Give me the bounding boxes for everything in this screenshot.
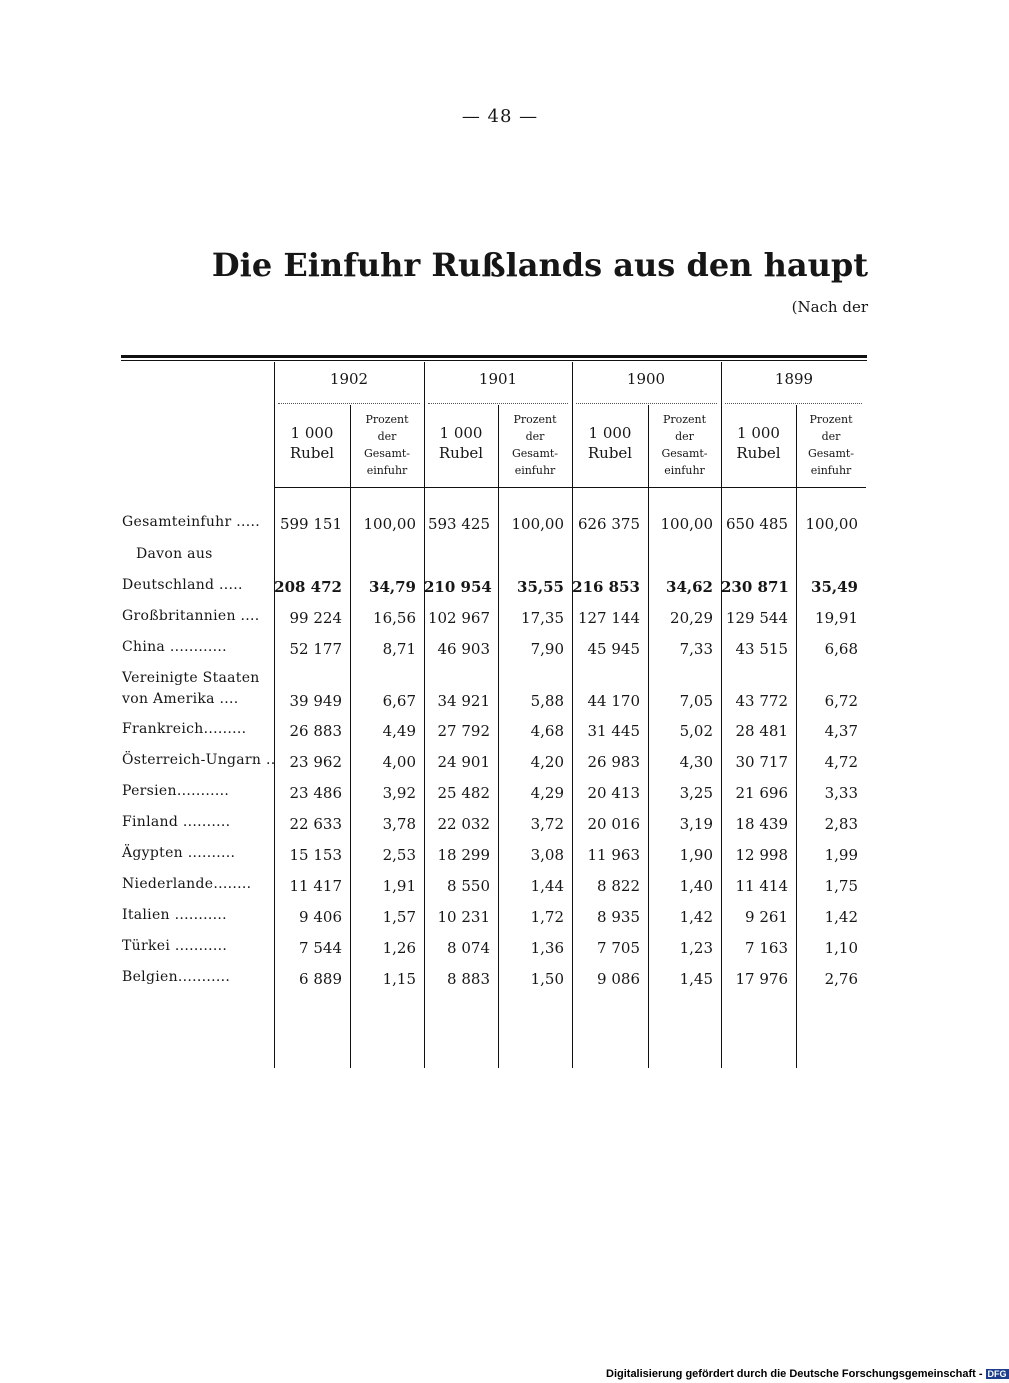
value-cell: 626 375 bbox=[577, 515, 640, 533]
percent-cell: 7,90 bbox=[530, 640, 564, 658]
value-cell: 39 949 bbox=[289, 692, 342, 710]
value-cell: 8 822 bbox=[597, 877, 640, 895]
value-cell: 9 086 bbox=[597, 970, 640, 988]
row-label: Italien ........... bbox=[122, 907, 227, 923]
percent-cell: 6,67 bbox=[382, 692, 416, 710]
percent-cell: 3,33 bbox=[824, 784, 858, 802]
percent-cell: 1,91 bbox=[382, 877, 416, 895]
value-cell: 26 983 bbox=[587, 753, 640, 771]
value-cell: 11 414 bbox=[735, 877, 788, 895]
percent-cell: 19,91 bbox=[815, 609, 858, 627]
value-cell: 9 406 bbox=[299, 908, 342, 926]
value-cell: 17 976 bbox=[735, 970, 788, 988]
percent-cell: 4,72 bbox=[824, 753, 858, 771]
percent-header-line: Prozent bbox=[662, 413, 707, 426]
percent-header-line: einfuhr bbox=[366, 464, 408, 477]
percent-cell: 5,02 bbox=[679, 722, 713, 740]
value-cell: 20 016 bbox=[587, 815, 640, 833]
value-cell: 129 544 bbox=[725, 609, 788, 627]
row-label: Großbritannien .... bbox=[122, 608, 260, 624]
percent-header-line: Gesamt- bbox=[807, 447, 855, 460]
top-rule-thin bbox=[121, 360, 867, 361]
percent-header-line: Prozent bbox=[513, 413, 557, 426]
year-header: 1902 bbox=[329, 370, 369, 388]
row-label: China ............ bbox=[122, 639, 227, 655]
value-cell: 43 772 bbox=[735, 692, 788, 710]
percent-header-line: Prozent bbox=[365, 413, 409, 426]
value-cell: 127 144 bbox=[577, 609, 640, 627]
value-cell: 216 853 bbox=[572, 578, 640, 596]
percent-cell: 2,83 bbox=[824, 815, 858, 833]
percent-header-line: einfuhr bbox=[810, 464, 852, 477]
value-header-line: 1 000 bbox=[290, 424, 334, 442]
value-cell: 52 177 bbox=[289, 640, 342, 658]
percent-cell: 1,36 bbox=[530, 939, 564, 957]
percent-cell: 1,57 bbox=[382, 908, 416, 926]
percent-header-line: der bbox=[675, 430, 694, 443]
year-underline bbox=[725, 403, 862, 404]
top-rule bbox=[121, 355, 867, 358]
value-cell: 26 883 bbox=[289, 722, 342, 740]
percent-cell: 20,29 bbox=[670, 609, 713, 627]
footer-credit bbox=[606, 1368, 1009, 1380]
group-divider bbox=[274, 362, 275, 1068]
header-bottom-rule bbox=[274, 487, 866, 488]
table-title: Die Einfuhr Rußlands aus den haupt bbox=[211, 246, 868, 284]
value-cell: 10 231 bbox=[437, 908, 490, 926]
percent-cell: 4,68 bbox=[530, 722, 564, 740]
value-header-line: Rubel bbox=[438, 444, 484, 462]
value-header bbox=[274, 423, 350, 463]
percent-header bbox=[350, 411, 424, 479]
percent-cell: 100,00 bbox=[511, 515, 564, 533]
value-cell: 24 901 bbox=[437, 753, 490, 771]
year-underline bbox=[278, 403, 420, 404]
row-label: Niederlande........ bbox=[122, 876, 252, 892]
percent-header-line: der bbox=[377, 430, 397, 443]
value-cell: 46 903 bbox=[437, 640, 490, 658]
page-number: — 48 — bbox=[461, 106, 539, 127]
percent-cell: 3,78 bbox=[382, 815, 416, 833]
percent-header bbox=[796, 411, 866, 479]
value-header-line: Rubel bbox=[587, 444, 633, 462]
percent-cell: 1,26 bbox=[382, 939, 416, 957]
percent-cell: 1,99 bbox=[824, 846, 858, 864]
percent-header-line: der bbox=[525, 430, 545, 443]
value-cell: 102 967 bbox=[427, 609, 490, 627]
value-cell: 593 425 bbox=[427, 515, 490, 533]
percent-cell: 35,49 bbox=[811, 578, 858, 596]
percent-cell: 100,00 bbox=[363, 515, 416, 533]
value-cell: 8 883 bbox=[447, 970, 490, 988]
row-label: von Amerika .... bbox=[122, 691, 239, 707]
percent-cell: 1,75 bbox=[824, 877, 858, 895]
value-header bbox=[721, 423, 796, 463]
value-cell: 599 151 bbox=[279, 515, 342, 533]
value-cell: 15 153 bbox=[289, 846, 342, 864]
row-label: Frankreich......... bbox=[122, 721, 247, 737]
row-label: Davon aus bbox=[136, 546, 213, 562]
value-cell: 7 544 bbox=[299, 939, 342, 957]
value-cell: 34 921 bbox=[437, 692, 490, 710]
value-cell: 31 445 bbox=[587, 722, 640, 740]
value-cell: 21 696 bbox=[735, 784, 788, 802]
percent-cell: 1,50 bbox=[530, 970, 564, 988]
value-header-line: Rubel bbox=[736, 444, 781, 462]
percent-header-line: Gesamt- bbox=[661, 447, 708, 460]
value-cell: 23 962 bbox=[289, 753, 342, 771]
row-label: Persien........... bbox=[122, 783, 230, 799]
percent-cell: 8,71 bbox=[382, 640, 416, 658]
percent-header bbox=[498, 411, 572, 479]
value-cell: 230 871 bbox=[721, 578, 789, 596]
value-cell: 45 945 bbox=[587, 640, 640, 658]
percent-cell: 1,42 bbox=[824, 908, 858, 926]
percent-cell: 6,68 bbox=[824, 640, 858, 658]
row-label: Ägypten .......... bbox=[122, 845, 236, 861]
percent-cell: 3,25 bbox=[679, 784, 713, 802]
percent-cell: 100,00 bbox=[660, 515, 713, 533]
percent-header-line: Gesamt- bbox=[363, 447, 411, 460]
percent-cell: 1,23 bbox=[679, 939, 713, 957]
group-divider bbox=[572, 362, 573, 1068]
percent-cell: 4,37 bbox=[824, 722, 858, 740]
value-cell: 30 717 bbox=[735, 753, 788, 771]
value-cell: 12 998 bbox=[735, 846, 788, 864]
value-cell: 11 417 bbox=[289, 877, 342, 895]
value-cell: 9 261 bbox=[745, 908, 788, 926]
value-cell: 7 705 bbox=[597, 939, 640, 957]
value-cell: 6 889 bbox=[299, 970, 342, 988]
percent-cell: 4,49 bbox=[382, 722, 416, 740]
value-header-line: 1 000 bbox=[439, 424, 483, 442]
percent-header-line: einfuhr bbox=[664, 464, 705, 477]
percent-header bbox=[648, 411, 721, 479]
percent-cell: 1,40 bbox=[679, 877, 713, 895]
value-cell: 650 485 bbox=[725, 515, 788, 533]
value-cell: 28 481 bbox=[735, 722, 788, 740]
value-header bbox=[572, 423, 648, 463]
percent-cell: 3,19 bbox=[679, 815, 713, 833]
percent-cell: 1,15 bbox=[382, 970, 416, 988]
percent-cell: 1,10 bbox=[824, 939, 858, 957]
value-cell: 18 299 bbox=[437, 846, 490, 864]
percent-header-line: einfuhr bbox=[514, 464, 556, 477]
row-label: Österreich-Ungarn .. bbox=[122, 752, 276, 768]
percent-cell: 2,76 bbox=[824, 970, 858, 988]
percent-cell: 34,79 bbox=[369, 578, 416, 596]
value-header bbox=[424, 423, 498, 463]
percent-cell: 16,56 bbox=[373, 609, 416, 627]
value-cell: 43 515 bbox=[735, 640, 788, 658]
percent-cell: 1,90 bbox=[679, 846, 713, 864]
percent-cell: 17,35 bbox=[521, 609, 564, 627]
row-label: Finland .......... bbox=[122, 814, 231, 830]
value-cell: 22 032 bbox=[437, 815, 490, 833]
percent-cell: 100,00 bbox=[805, 515, 858, 533]
percent-cell: 3,08 bbox=[530, 846, 564, 864]
year-underline bbox=[428, 403, 568, 404]
value-cell: 18 439 bbox=[735, 815, 788, 833]
percent-cell: 7,33 bbox=[679, 640, 713, 658]
percent-cell: 7,05 bbox=[679, 692, 713, 710]
value-header-line: Rubel bbox=[289, 444, 335, 462]
percent-cell: 3,92 bbox=[382, 784, 416, 802]
value-cell: 8 074 bbox=[447, 939, 490, 957]
percent-cell: 1,72 bbox=[530, 908, 564, 926]
percent-cell: 1,45 bbox=[679, 970, 713, 988]
percent-cell: 4,00 bbox=[382, 753, 416, 771]
row-label: Deutschland ..... bbox=[122, 577, 243, 593]
percent-cell: 4,30 bbox=[679, 753, 713, 771]
group-divider bbox=[424, 362, 425, 1068]
row-label: Vereinigte Staaten bbox=[122, 670, 260, 686]
footer-text: Digitalisierung gefördert durch die Deutsche Forschungsgemeinschaft - bbox=[606, 1368, 983, 1380]
percent-cell: 35,55 bbox=[517, 578, 564, 596]
value-cell: 11 963 bbox=[587, 846, 640, 864]
percent-cell: 34,62 bbox=[666, 578, 713, 596]
value-cell: 44 170 bbox=[587, 692, 640, 710]
year-header: 1901 bbox=[478, 370, 518, 388]
row-label: Gesamteinfuhr ..... bbox=[122, 514, 260, 530]
value-cell: 20 413 bbox=[587, 784, 640, 802]
percent-cell: 5,88 bbox=[530, 692, 564, 710]
row-label: Belgien........... bbox=[122, 969, 231, 985]
percent-cell: 1,44 bbox=[530, 877, 564, 895]
percent-cell: 2,53 bbox=[382, 846, 416, 864]
percent-header-line: der bbox=[821, 430, 841, 443]
value-cell: 99 224 bbox=[289, 609, 342, 627]
percent-cell: 3,72 bbox=[530, 815, 564, 833]
table-subtitle: (Nach der bbox=[791, 298, 868, 316]
value-cell: 7 163 bbox=[745, 939, 788, 957]
value-header-line: 1 000 bbox=[737, 424, 780, 442]
value-cell: 8 550 bbox=[447, 877, 490, 895]
value-cell: 208 472 bbox=[274, 578, 342, 596]
percent-cell: 4,20 bbox=[530, 753, 564, 771]
value-cell: 210 954 bbox=[424, 578, 492, 596]
percent-cell: 6,72 bbox=[824, 692, 858, 710]
value-cell: 8 935 bbox=[597, 908, 640, 926]
percent-header-line: Gesamt- bbox=[511, 447, 559, 460]
value-cell: 22 633 bbox=[289, 815, 342, 833]
percent-cell: 1,42 bbox=[679, 908, 713, 926]
dfg-logo: DFG bbox=[987, 1369, 1007, 1379]
year-header: 1899 bbox=[774, 370, 814, 388]
group-divider bbox=[721, 362, 722, 1068]
value-cell: 25 482 bbox=[437, 784, 490, 802]
year-header: 1900 bbox=[626, 370, 666, 388]
value-cell: 23 486 bbox=[289, 784, 342, 802]
row-label: Türkei ........... bbox=[122, 938, 228, 954]
value-cell: 27 792 bbox=[437, 722, 490, 740]
percent-cell: 4,29 bbox=[530, 784, 564, 802]
percent-header-line: Prozent bbox=[809, 413, 853, 426]
year-underline bbox=[576, 403, 717, 404]
value-header-line: 1 000 bbox=[588, 424, 632, 442]
